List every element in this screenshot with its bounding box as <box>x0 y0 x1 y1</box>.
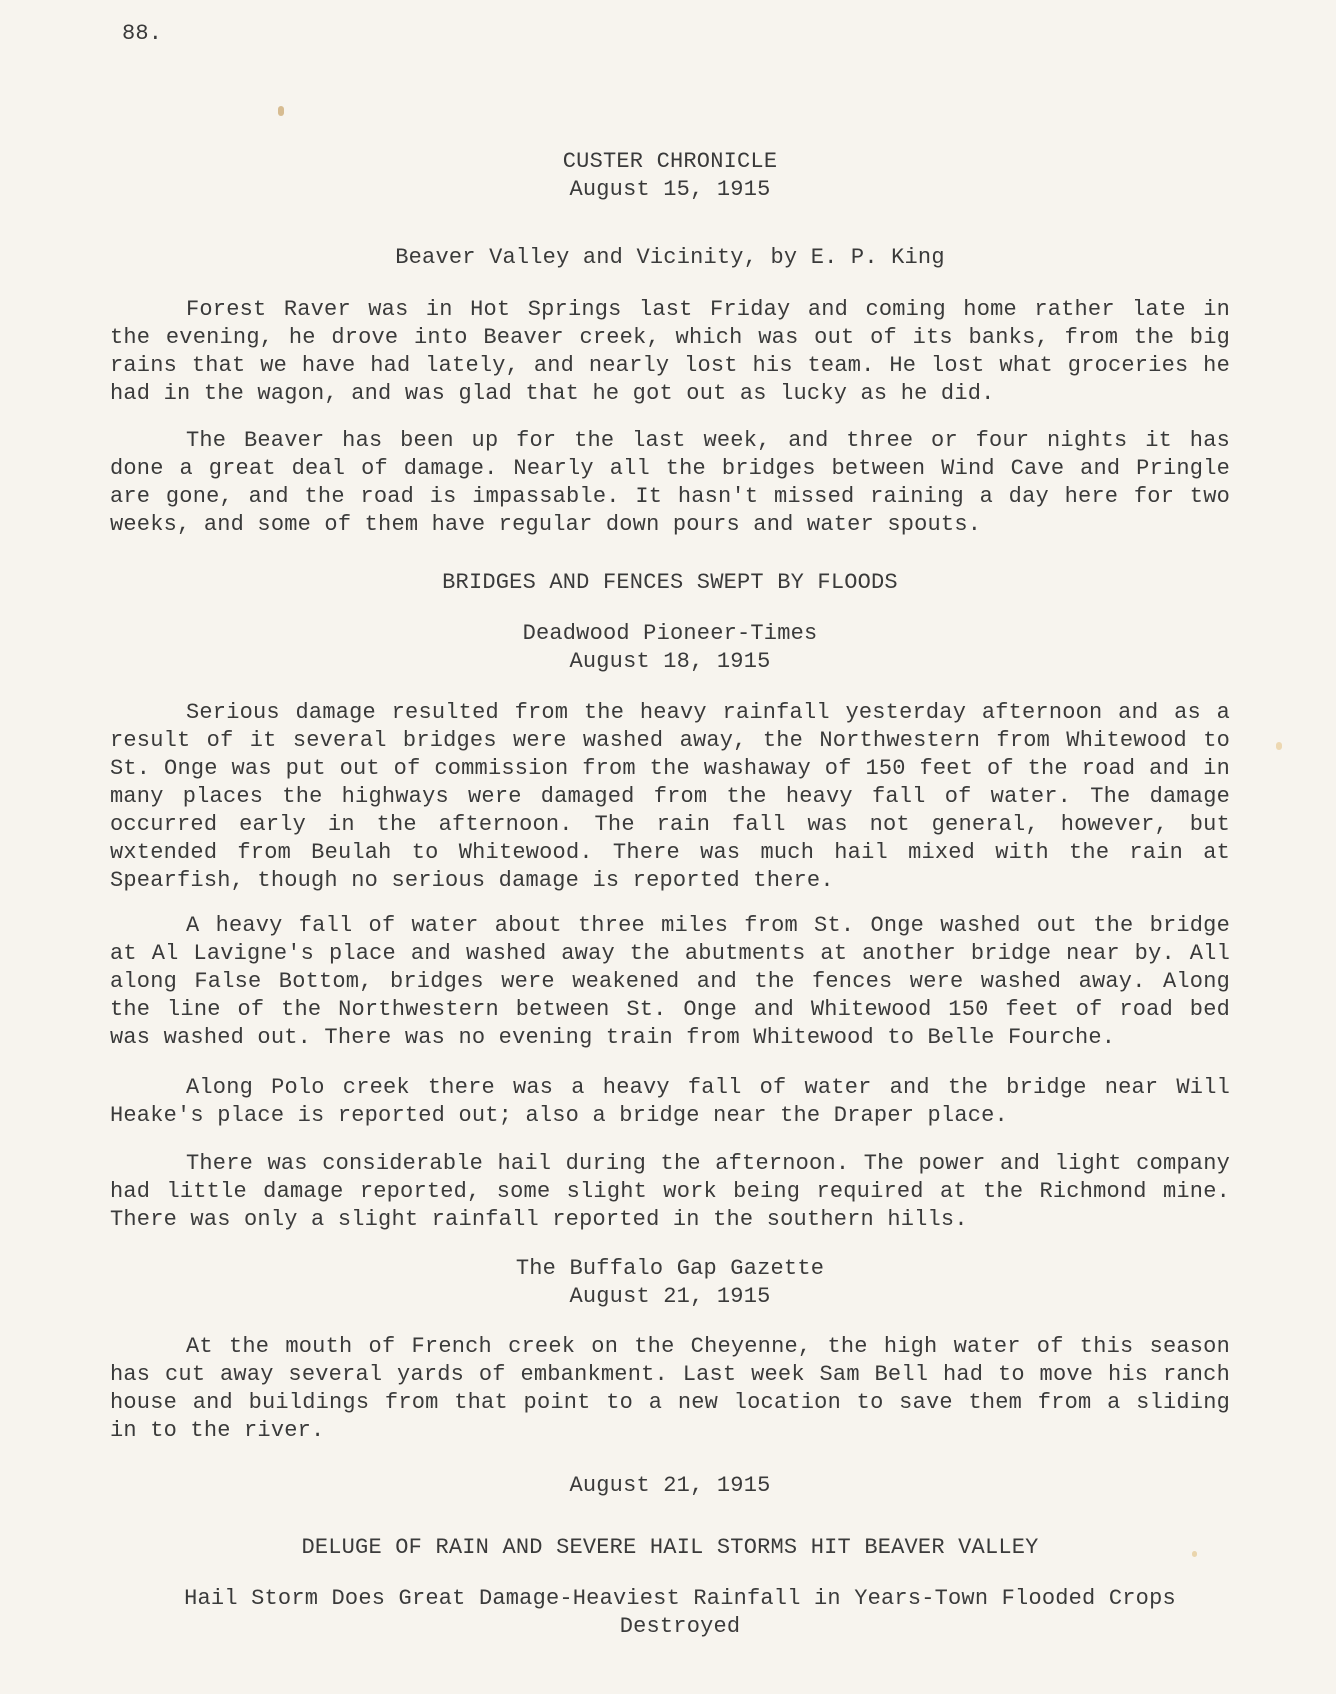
section-subheadline <box>170 1585 1190 1641</box>
article-paragraph <box>110 296 1230 408</box>
subheadline-text: Hail Storm Does Great Damage-Heaviest Rainfall in Years-Town Flooded Crops Destroyed <box>184 1586 1176 1639</box>
headline-text: BRIDGES AND FENCES SWEPT BY FLOODS <box>442 570 898 595</box>
publication-name: The Buffalo Gap Gazette <box>515 1256 825 1281</box>
paragraph-text: The Beaver has been up for the last week, and three or four nights it has done a great deal of damage. Nearly all the bridges between Wind Cave and Pringle are gone, and the road is impassable. It hasn't missed raining a day here for two weeks, and some of them have regular down pours and water spouts. <box>110 428 1230 537</box>
paragraph-text: Along Polo creek there was a heavy fall of water and the bridge near Will Heake's place is reported out; also a bridge near the Draper place. <box>110 1075 1230 1128</box>
buffalo-gap-header <box>110 1255 1230 1311</box>
paragraph-text: At the mouth of French creek on the Cheyenne, the high water of this season has cut away several yards of embankment. Last week Sam Bell had to move his ranch house and buildings from that point to a new location to save them from a sliding in to the river. <box>110 1334 1230 1443</box>
headline-text: DELUGE OF RAIN AND SEVERE HAIL STORMS HIT BEAVER VALLEY <box>301 1535 1039 1560</box>
paragraph-text: Forest Raver was in Hot Springs last Friday and coming home rather late in the evening, he drove into Beaver creek, which was out of its banks, from the big rains that we have had lately, and nearly lost his team. He lost what groceries he had in the wagon, and was glad that he got out as lucky as he did. <box>110 297 1230 406</box>
article-paragraph <box>110 1333 1230 1445</box>
paragraph-text: There was considerable hail during the afternoon. The power and light company had little damage reported, some slight work being required at the Richmond mine. There was only a slight rainfall reported in the southern hills. <box>110 1151 1230 1232</box>
article-paragraph <box>110 1150 1230 1234</box>
custer-chronicle-header <box>110 148 1230 204</box>
deadwood-header <box>110 620 1230 676</box>
article-paragraph <box>110 912 1230 1052</box>
article-paragraph <box>110 1074 1230 1130</box>
article-paragraph <box>110 699 1230 895</box>
publication-name: CUSTER CHRONICLE <box>562 149 778 174</box>
section-date <box>110 1472 1230 1500</box>
section-headline <box>110 569 1230 597</box>
byline-text: Beaver Valley and Vicinity, by E. P. King <box>395 245 945 270</box>
byline <box>110 244 1230 272</box>
publication-date: August 21, 1915 <box>569 1473 771 1498</box>
section-headline <box>110 1534 1230 1562</box>
paper-stain <box>278 106 284 116</box>
paragraph-text: Serious damage resulted from the heavy rainfall yesterday afternoon and as a result of it several bridges were washed away, the Northwestern from Whitewood to St. Onge was put out of commission from the washaway of 150 feet of the road and in many places the highways were damaged from the heavy fall of water. The damage occurred early in the afternoon. The rain fall was not general, however, but wxtended from Beulah to Whitewood. There was much hail mixed with the rain at Spearfish, though no serious damage is reported there. <box>110 700 1230 893</box>
publication-date: August 15, 1915 <box>569 177 771 202</box>
publication-name: Deadwood Pioneer-Times <box>522 621 818 646</box>
page-number: 88. <box>122 21 163 46</box>
publication-date: August 18, 1915 <box>569 649 771 674</box>
publication-date: August 21, 1915 <box>569 1284 771 1309</box>
article-paragraph <box>110 427 1230 539</box>
paper-stain <box>1276 742 1282 750</box>
paragraph-text: A heavy fall of water about three miles from St. Onge washed out the bridge at Al Lavigne's place and washed away the abutments at another bridge near by. All along False Bottom, bridges were weakened and the fences were washed away. Along the line of the Northwestern between St. Onge and Whitewood 150 feet of road bed was washed out. There was no evening train from Whitewood to Belle Fourche. <box>110 913 1230 1050</box>
